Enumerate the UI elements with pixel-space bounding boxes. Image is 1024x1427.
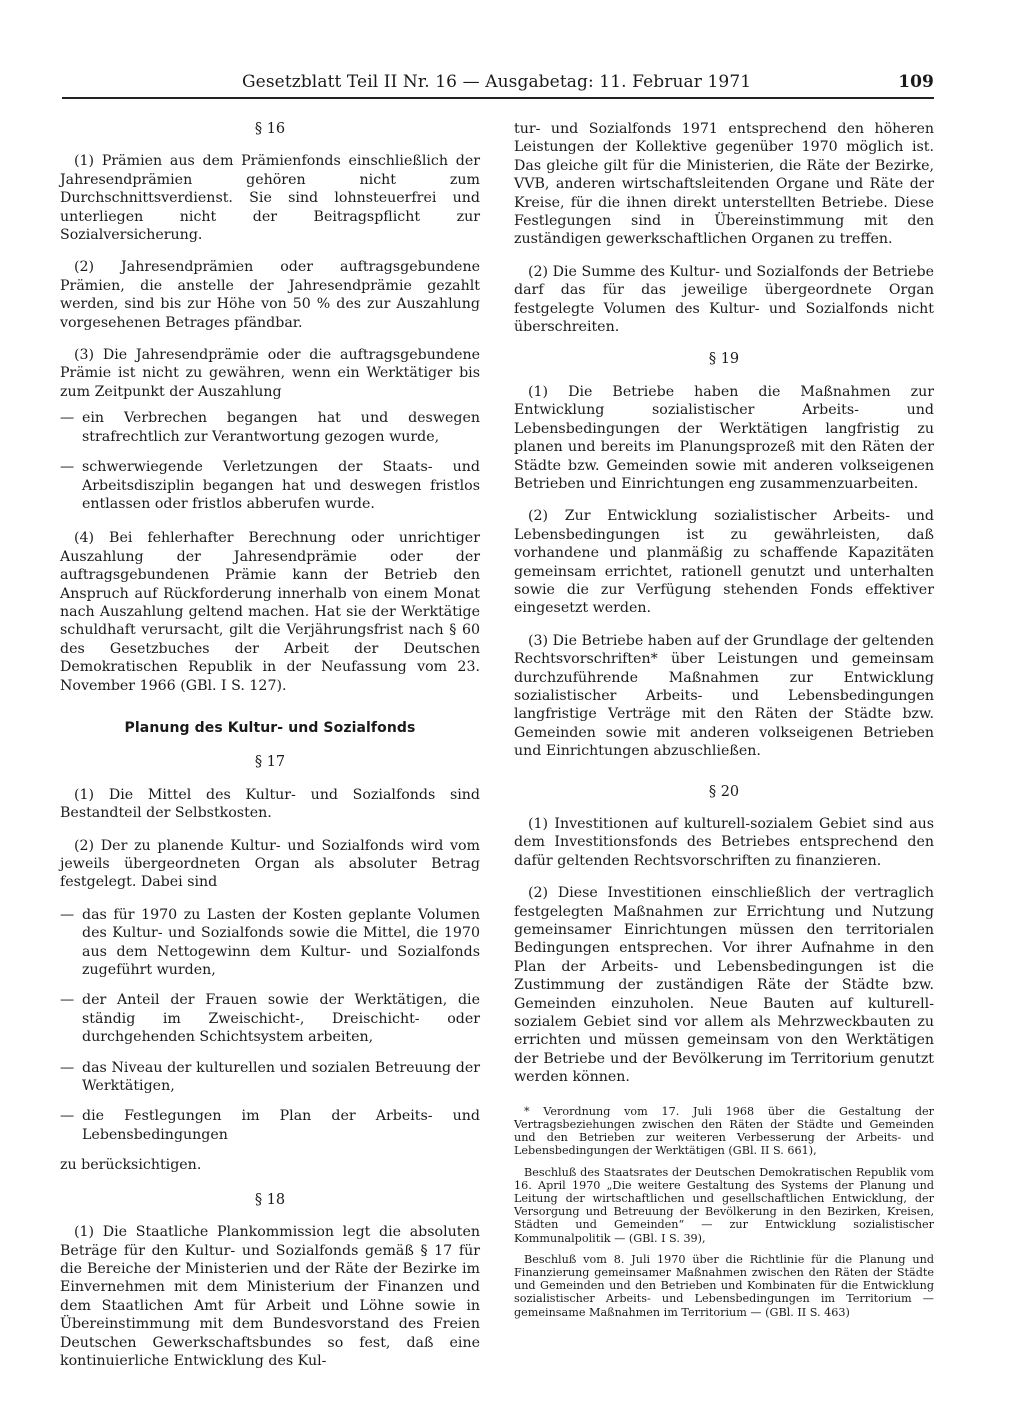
- list-item-text: das für 1970 zu Lasten der Kosten geplante Volumen des Kultur- und Sozialfonds sowie die Mittel, die 1970 aus dem Nettogewinn dem Kultur- und Sozialfonds zugeführt wurden,: [82, 906, 480, 979]
- list-item: [60, 409, 480, 446]
- list-item: [60, 991, 480, 1046]
- list-item: [60, 906, 480, 980]
- list-item-text: der Anteil der Frauen sowie der Werktätigen, die ständig im Zweischicht-, Dreischicht- oder durchgehenden Schichtsystem arbeiten,: [82, 992, 480, 1046]
- right-column: [514, 120, 934, 1327]
- dash-mark: —: [60, 459, 75, 476]
- section-16-para-1: (1) Prämien aus dem Prämienfonds einschließlich der Jahresendprämien gehören nicht zum Durchschnittsverdienst. Sie sind lohnsteuerfrei und unterliegen nicht der Beitragspflicht zur Sozialversicherung.: [60, 153, 480, 244]
- section-18-title: § 18: [254, 1191, 286, 1208]
- footnotes: [514, 1105, 934, 1319]
- section-17-para-2: (2) Der zu planende Kultur- und Sozialfonds wird vom jeweils übergeordneten Organ als absoluter Betrag festgelegt. Dabei sind: [60, 837, 480, 891]
- list-item-text: ein Verbrechen begangen hat und deswegen strafrechtlich zur Verantwortung gezogen wurde,: [82, 410, 480, 445]
- page-number: 109: [898, 72, 934, 92]
- section-heading: Planung des Kultur- und Sozialfonds: [124, 719, 416, 736]
- section-19-para-2: (2) Zur Entwicklung sozialistischer Arbeits- und Lebensbedingungen ist zu gewährleisten, daß vorhandene und planmäßig zu schaffende Kapazitäten gemeinsam errichtet, rationell genutzt und unterhalten sowie die zur Verfügung stehenden Fonds effektiver eingesetzt werden.: [514, 508, 934, 617]
- section-19-para-3: (3) Die Betriebe haben auf der Grundlage der geltenden Rechtsvorschriften* über Leistungen und gemeinsam durchzuführende Maßnahmen zur Entwicklung sozialistischer Arbeits- und Lebensbedingungen langfristige Verträge mit den Räten der Städte bzw. Gemeinden sowie mit anderen volkseigenen Betrieben und Einrichtungen abzuschließen.: [514, 632, 934, 760]
- header-title: Gesetzblatt Teil II Nr. 16 — Ausgabetag: 11. Februar 1971: [242, 72, 752, 92]
- section-17-para-1: (1) Die Mittel des Kultur- und Sozialfonds sind Bestandteil der Selbstkosten.: [60, 786, 480, 822]
- dash-mark: —: [60, 1108, 75, 1125]
- section-19-para-1: (1) Die Betriebe haben die Maßnahmen zur Entwicklung sozialistischer Arbeits- und Lebensbedingungen der Werktätigen langfristig zu planen und bereits im Planungsprozeß mit den Räten der Städte bzw. Gemeinden sowie mit anderen volkseigenen Betrieben und Einrichtungen eng zusammenzuarbeiten.: [514, 383, 934, 492]
- dash-mark: —: [60, 992, 75, 1009]
- section-16-para-4: (4) Bei fehlerhafter Berechnung oder unrichtiger Auszahlung der Jahresendprämie oder der auftragsgebundenen Prämie kann der Betrieb den Anspruch auf Rückforderung innerhalb von einem Monat nach Auszahlung geltend machen. Hat sie der Werktätige schuldhaft verursacht, gilt die Verjährungsfrist nach § 60 des Gesetzbuches der Arbeit der Deutschen Demokratischen Republik in der Neufassung vom 23. November 1966 (GBl. I S. 127).: [60, 530, 480, 694]
- section-17-closing: zu berücksichtigen.: [60, 1157, 202, 1174]
- dash-mark: —: [60, 1059, 75, 1076]
- section-20-para-2: (2) Diese Investitionen einschließlich der vertraglich festgelegten Maßnahmen zur Errichtung und Nutzung gemeinsamer Einrichtungen müssen den territorialen Bedingungen entsprechen. Vor ihrer Aufnahme in den Plan der Arbeits- und Lebensbedingungen ist die Zustimmung der zuständigen Räte der Städte bzw. Gemeinden einzuholen. Neue Bauten auf kulturell-sozialem Gebiet sind vor allem als Mehrzweckbauten zu errichten und müssen gemeinsam von den Werktätigen der Betriebe und der Bevölkerung im Territorium genutzt werden können.: [514, 885, 934, 1086]
- section-18-para-1: (1) Die Staatliche Plankommission legt die absoluten Beträge für den Kultur- und Sozialfonds gemäß § 17 für die Bereiche der Ministerien und der Räte der Bezirke im Einvernehmen mit dem Ministerium der Finanzen und dem Staatlichen Amt für Arbeit und Löhne sowie in Übereinstimmung mit dem Bundesvorstand des Freien Deutschen Gewerkschaftsbundes so fest, daß eine kontinuierliche Entwicklung des Kul-: [60, 1224, 480, 1369]
- list-item: [60, 1107, 480, 1144]
- section-20-para-1: (1) Investitionen auf kulturell-sozialem Gebiet sind aus dem Investitionsfonds des Betriebes entsprechend den dafür geltenden Rechtsvorschriften zu finanzieren.: [514, 816, 934, 869]
- section-16-para-3: (3) Die Jahresendprämie oder die auftragsgebundene Prämie ist nicht zu gewähren, wenn ein Werktätiger bis zum Zeitpunkt der Auszahlung: [60, 347, 480, 400]
- header-rule: [62, 97, 934, 99]
- footnote-3: Beschluß vom 8. Juli 1970 über die Richtlinie für die Planung und Finanzierung gemeinsamer Maßnahmen zwischen den Räten der Städte und Gemeinden und den Betrieben und Kombinaten für die Entwicklung sozialistischer Arbeits- und Lebensbedingungen im Territorium — gemeinsame Maßnahmen im Territorium — (GBl. II S. 463): [514, 1252, 934, 1319]
- section-18-para-1-continued: tur- und Sozialfonds 1971 entsprechend den höheren Leistungen der Kollektive gegenüber 1970 möglich ist. Das gleiche gilt für die Ministerien, die Räte der Bezirke, VVB, anderen wirtschaftsleitenden Organe und Räte der Kreise, für die ihnen direkt unterstellten Betriebe. Diese Festlegungen sind in Übereinstimmung mit den zuständigen gewerkschaftlichen Organen zu treffen.: [514, 121, 934, 248]
- section-16-para-2: (2) Jahresendprämien oder auftragsgebundene Prämien, die anstelle der Jahresendprämie gezahlt werden, sind bis zur Höhe von 50 % des zur Auszahlung vorgesehenen Betrages pfändbar.: [60, 259, 480, 331]
- list-item-text: schwerwiegende Verletzungen der Staats- und Arbeitsdisziplin begangen hat und deswegen fristlos entlassen oder fristlos abberufen wurde.: [82, 459, 480, 512]
- list-item-text: die Festlegungen im Plan der Arbeits- und Lebensbedingungen: [82, 1108, 480, 1143]
- dash-mark: —: [60, 410, 75, 427]
- footnote-1: * Verordnung vom 17. Juli 1968 über die Gestaltung der Vertragsbeziehungen zwischen den Räten der Städte und Gemeinden und den Betrieben zur weiteren Verbesserung der Arbeits- und Lebensbedingungen der Werktätigen (GBl. II S. 661),: [514, 1104, 934, 1158]
- section-18-para-2: (2) Die Summe des Kultur- und Sozialfonds der Betriebe darf das für das jeweilige übergeordnete Organ festgelegte Volumen des Kultur- und Sozialfonds nicht überschreiten.: [514, 263, 934, 336]
- left-column: [60, 120, 480, 1384]
- page-header: [62, 72, 934, 96]
- list-item-text: das Niveau der kulturellen und sozialen Betreuung der Werktätigen,: [82, 1059, 480, 1095]
- section-20-title: § 20: [708, 783, 740, 800]
- section-17-title: § 17: [254, 754, 286, 771]
- section-19-title: § 19: [708, 351, 740, 368]
- dash-mark: —: [60, 906, 75, 923]
- list-item: [60, 458, 480, 513]
- footnote-2: Beschluß des Staatsrates der Deutschen Demokratischen Republik vom 16. April 1970 „Die weitere Gestaltung des Systems der Planung und Leitung der wirtschaftlichen und gesellschaftlichen Entwicklung, der Versorgung und Betreuung der Bevölkerung in den Bezirken, Kreisen, Städten und Gemeinden“ — zur Entwicklung sozialistischer Kommunalpolitik — (GBl. I S. 39),: [514, 1165, 934, 1245]
- list-item: [60, 1059, 480, 1096]
- section-16-title: § 16: [254, 121, 286, 137]
